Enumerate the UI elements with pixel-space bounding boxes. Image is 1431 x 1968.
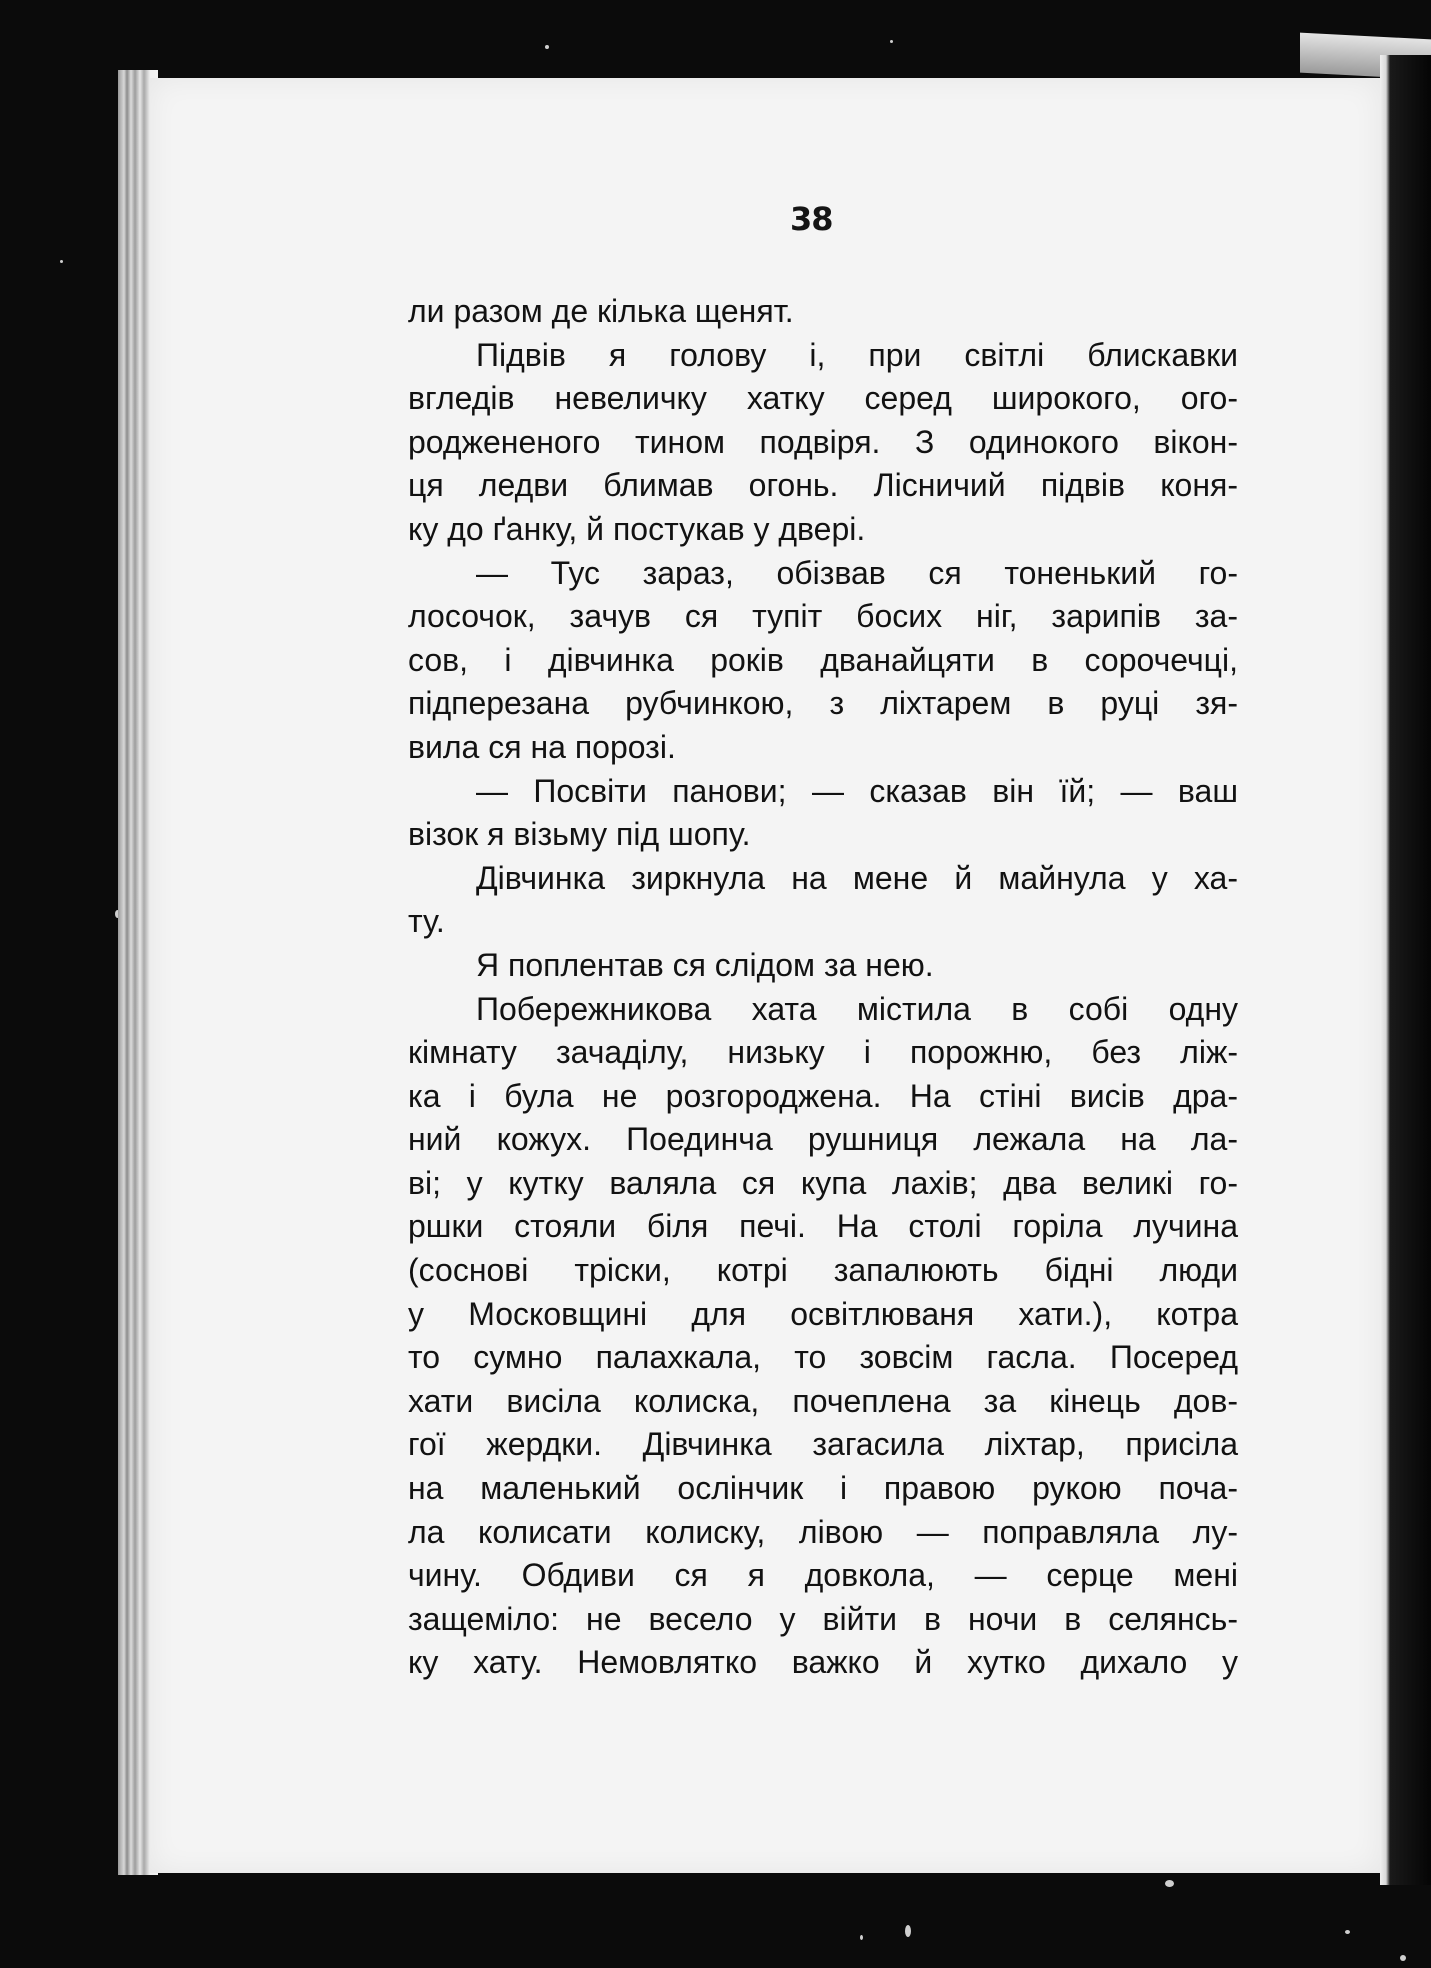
text-line: ршки стояли біля печі. На столі горіла лучина (408, 1208, 1238, 1245)
text-line: сов, і дівчинка років дванайцяти в сорочечці, (408, 641, 1238, 678)
text-line: на маленький ослінчик і правою рукою поча- (408, 1470, 1238, 1507)
text-line: ний кожух. Поединча рушниця лежала на ла- (408, 1121, 1238, 1158)
text-line: ця ледви блимав огонь. Лісничий підвів коня- (408, 467, 1238, 504)
text-line: роджененого тином подвіря. З одинокого вікон- (408, 423, 1238, 460)
film-speck (60, 260, 63, 263)
text-line: вгледів невеличку хатку серед широкого, ого- (408, 380, 1238, 417)
text-line: візок я візьму під шопу. (408, 816, 751, 853)
text-line: ту. (408, 903, 445, 940)
text-line: ли разом де кілька щенят. (408, 293, 794, 329)
film-speck (1345, 1930, 1350, 1934)
film-speck (1165, 1880, 1174, 1887)
text-line: Я поплентав ся слідом за нею. (476, 946, 934, 983)
text-line: ку до ґанку, й постукав у двері. (408, 510, 866, 547)
page-text (408, 290, 1238, 1685)
film-speck (905, 1925, 911, 1937)
text-line: гої жердки. Дівчинка загасила ліхтар, присіла (408, 1426, 1238, 1463)
page-number: 38 (790, 200, 833, 238)
text-line: Дівчинка зиркнула на мене й майнула у ха- (476, 859, 1238, 896)
text-line: чину. Обдиви ся я довкола, — серце мені (408, 1557, 1238, 1594)
text-line: (соснові тріски, котрі запалюють бідні люди (408, 1252, 1238, 1289)
text-line: Побережникова хата містила в собі одну (476, 990, 1238, 1027)
film-speck (1400, 1955, 1406, 1961)
text-line: ві; у кутку валяла ся купа лахів; два великі го- (408, 1164, 1238, 1201)
text-line: у Московщині для освітлюваня хати.), котра (408, 1295, 1238, 1332)
text-line: ла колисати колиску, лівою — поправляла лу- (408, 1513, 1238, 1550)
text-line: ка і була не розгороджена. На стіні висів дра- (408, 1077, 1238, 1114)
text-line: — Тус зараз, обізвав ся тоненький го- (476, 554, 1238, 591)
text-line: — Посвіти панови; — сказав він їй; — ваш (476, 772, 1238, 809)
text-line: лосочок, зачув ся тупіт босих ніг, зарипів за- (408, 598, 1238, 635)
text-line: хати висіла колиска, почеплена за кінець дов- (408, 1382, 1238, 1419)
film-speck (890, 40, 893, 43)
film-speck (860, 1935, 863, 1940)
text-line: підперезана рубчинкою, з ліхтарем в руці зя- (408, 685, 1238, 722)
text-line: вила ся на порозі. (408, 728, 676, 765)
text-line: защеміло: не весело у війти в ночи в селянсь- (408, 1600, 1238, 1637)
text-line: то сумно палахкала, то зовсім гасла. Посеред (408, 1339, 1238, 1376)
film-speck (545, 45, 549, 49)
book-binding (1380, 55, 1431, 1885)
text-line: кімнату зачаділу, низьку і порожню, без ліж- (408, 1034, 1238, 1071)
text-line: ку хату. Немовлятко важко й хутко дихало у (408, 1644, 1238, 1681)
text-line: Підвів я голову і, при світлі блискавки (476, 336, 1238, 373)
